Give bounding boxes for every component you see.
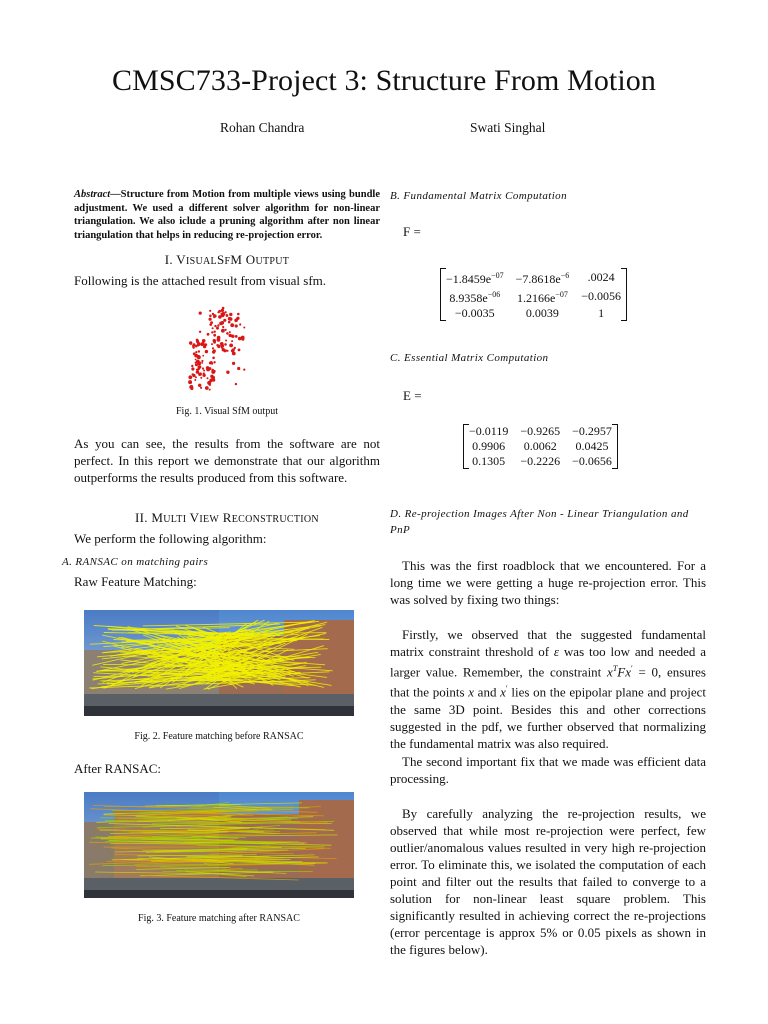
sfm-point bbox=[200, 377, 202, 379]
fig2-caption: Fig. 2. Feature matching before RANSAC bbox=[134, 731, 304, 742]
sfm-point bbox=[227, 350, 229, 352]
sfm-point bbox=[228, 321, 231, 324]
sfm-point bbox=[207, 382, 209, 384]
sfm-point bbox=[235, 324, 238, 327]
sfm-point bbox=[243, 369, 245, 371]
sfm-point bbox=[221, 344, 224, 347]
sfm-point bbox=[214, 325, 216, 327]
sfm-point bbox=[201, 342, 203, 344]
sfm-point bbox=[194, 379, 196, 381]
sfm-point bbox=[188, 375, 192, 379]
sfm-point bbox=[209, 362, 212, 365]
sfm-point bbox=[192, 345, 194, 347]
subsection-b-heading: B. Fundamental Matrix Computation bbox=[390, 190, 567, 202]
abstract-label: Abstract bbox=[74, 189, 111, 200]
essential-matrix-table bbox=[463, 424, 618, 469]
sfm-point bbox=[232, 362, 235, 365]
sfm-point bbox=[212, 327, 214, 329]
sfm-point bbox=[209, 315, 212, 318]
sfm-point bbox=[214, 340, 216, 342]
sfm-point bbox=[226, 314, 229, 317]
sfm-point bbox=[213, 349, 216, 352]
fundamental-matrix bbox=[440, 268, 627, 321]
sfm-point bbox=[198, 350, 200, 352]
sfm-point bbox=[229, 344, 233, 348]
sfm-point bbox=[228, 317, 232, 321]
author-1: Rohan Chandra bbox=[220, 120, 305, 135]
matrix-bracket-right bbox=[612, 424, 618, 469]
sfm-point bbox=[221, 329, 225, 333]
fundamental-matrix-table bbox=[440, 268, 627, 321]
sfm-point bbox=[216, 327, 219, 330]
abstract bbox=[74, 188, 380, 242]
sfm-point bbox=[235, 383, 237, 385]
sfm-point bbox=[189, 341, 192, 344]
e-row-3: 0.1305 −0.2226 −0.0656 bbox=[472, 454, 612, 468]
matrix-bracket-left bbox=[440, 268, 446, 321]
sfm-point bbox=[223, 319, 226, 322]
sfm-point-cloud-figure bbox=[170, 300, 280, 400]
sfm-point bbox=[199, 331, 201, 333]
sfm-point bbox=[209, 318, 212, 321]
f-row-2: $8.9358e^{-06}$ $1.2166e^{-07}$ −0.0056 bbox=[449, 289, 621, 305]
sfm-point bbox=[221, 309, 224, 312]
sfm-point bbox=[237, 313, 240, 316]
sfm-point bbox=[198, 384, 201, 387]
sfm-point bbox=[217, 324, 219, 326]
sfm-points bbox=[188, 307, 245, 391]
paragraph-roadblock: This was the first roadblock that we encountered. For a long time we were getting a huge re-projection error. This was solved by fixing two things: bbox=[390, 558, 706, 607]
subsection-d-heading: D. Re-projection Images After Non - Linear Triangulation and PnP bbox=[390, 508, 689, 536]
sfm-point bbox=[203, 370, 205, 372]
essential-matrix bbox=[463, 424, 618, 469]
sfm-point bbox=[201, 362, 203, 364]
sfm-point bbox=[239, 323, 241, 325]
sfm-point bbox=[202, 367, 204, 369]
sfm-point bbox=[238, 349, 241, 352]
sfm-point bbox=[218, 310, 221, 313]
sfm-point bbox=[203, 374, 205, 376]
sfm-point bbox=[202, 339, 206, 343]
sfm-point bbox=[195, 363, 198, 366]
sfm-point bbox=[195, 359, 197, 361]
sfm-point bbox=[196, 360, 200, 364]
sfm-point bbox=[209, 389, 211, 391]
sfm-point bbox=[217, 345, 220, 348]
sfm-point bbox=[213, 361, 215, 363]
e-row-1: −0.0119 −0.9265 −0.2957 bbox=[469, 424, 612, 438]
sfm-point bbox=[243, 327, 245, 329]
sfm-point bbox=[214, 331, 216, 333]
sfm-point bbox=[213, 314, 217, 318]
sfm-point bbox=[211, 370, 215, 374]
sfm-point bbox=[236, 317, 239, 320]
sfm-point bbox=[209, 310, 211, 312]
subsection-c-heading: C. Essential Matrix Computation bbox=[390, 352, 549, 364]
sfm-point bbox=[231, 340, 233, 342]
sfm-point bbox=[235, 335, 238, 338]
sfm-point bbox=[217, 338, 221, 342]
sfm-point bbox=[231, 335, 234, 338]
sfm-point bbox=[220, 313, 222, 315]
sfm-point bbox=[229, 313, 232, 316]
fig3-caption: Fig. 3. Feature matching after RANSAC bbox=[138, 913, 300, 924]
sfm-point bbox=[195, 351, 197, 353]
sfm-point bbox=[222, 307, 225, 310]
sfm-point bbox=[210, 375, 213, 378]
sfm-point bbox=[229, 331, 231, 333]
f-label: F = bbox=[403, 224, 421, 239]
sfm-point bbox=[211, 343, 213, 345]
paper-title: CMSC733-Project 3: Structure From Motion bbox=[112, 64, 656, 97]
sfm-point bbox=[209, 379, 213, 383]
sfm-point bbox=[200, 387, 202, 389]
sfm-point bbox=[196, 370, 199, 373]
f-row-3: −0.0035 0.0039 1 bbox=[454, 306, 605, 320]
sfm-point bbox=[202, 355, 204, 357]
matrix-bracket-left bbox=[463, 424, 469, 469]
sfm-point bbox=[196, 339, 199, 342]
sfm-point bbox=[226, 332, 229, 335]
sfm-point bbox=[195, 376, 197, 378]
section-1-heading: I. VISUALSFM OUTPUT bbox=[164, 252, 290, 267]
paragraph-threshold: Firstly, we observed that the suggested fundamental matrix constraint threshold of ε was too low and needed a larger value. Remember, the constraint $x^TFx' = 0$, ensures that the points x and x′ lies on the epipolar plane and project the same 3D point. Besides this and other corrections suggested in the pdf, we further observed that normalizing the fundamental matrix was also required. bbox=[390, 627, 706, 751]
sfm-point bbox=[225, 340, 227, 342]
sfm-point bbox=[205, 386, 209, 390]
sfm-point bbox=[192, 373, 194, 375]
section-2-text: We perform the following algorithm: bbox=[74, 531, 267, 546]
sfm-point bbox=[193, 352, 196, 355]
raw-matching-label: Raw Feature Matching: bbox=[74, 574, 197, 589]
matching-before-ransac-image bbox=[84, 610, 354, 716]
sfm-point bbox=[199, 312, 202, 315]
after-ransac-label: After RANSAC: bbox=[74, 761, 162, 776]
sfm-point bbox=[204, 343, 207, 346]
fig1-caption: Fig. 1. Visual SfM output bbox=[175, 406, 278, 417]
e-row-2: 0.9906 0.0062 0.0425 bbox=[472, 439, 609, 453]
f-row-1: $-1.8459e^{-07}$ $-7.8618e^{-6}$ .0024 bbox=[446, 270, 615, 286]
abstract-text: —Structure from Motion from multiple views using bundle adjustment. We used a different solver algorithm for non-linear triangulation. We also iclude a pruning algorithm after non linear triangulation that helps in reducing re-projection error. bbox=[74, 189, 380, 241]
sfm-point bbox=[213, 334, 216, 337]
sfm-point bbox=[225, 311, 227, 313]
sfm-point bbox=[205, 350, 208, 353]
sfm-point bbox=[212, 347, 214, 349]
sfm-point bbox=[207, 333, 210, 336]
sfm-point bbox=[207, 377, 209, 379]
sfm-point bbox=[201, 360, 203, 362]
sfm-point bbox=[225, 329, 227, 331]
paragraph-data-processing: The second important fix that we made was efficient data processing. bbox=[390, 754, 706, 786]
sfm-point bbox=[212, 357, 215, 360]
paragraph-outliers: By carefully analyzing the re-projection results, we observed that while most re-projection were perfect, few outlier/anomalous values resulted in very high re-projection error. To eliminate this, we isolated the computation of each point and filter out the results that failed to converge to a solution for non-linear least square problem. This significantly resulted in achieving correct the re-projections (error percentage is approx 5% or 0.05 pixels as shown in the figures below). bbox=[390, 806, 706, 957]
subsection-a-heading: A. RANSAC on matching pairs bbox=[62, 556, 209, 568]
sfm-point bbox=[241, 338, 244, 341]
sfm-point bbox=[191, 365, 193, 367]
matrix-bracket-right bbox=[621, 268, 627, 321]
results-paragraph: As you can see, the results from the software are not perfect. In this report we demonstrate that our algorithm outperforms the results produced from this software. bbox=[74, 436, 380, 485]
sfm-point bbox=[222, 326, 224, 328]
matching-after-ransac-image bbox=[84, 792, 354, 898]
sfm-point bbox=[219, 322, 223, 326]
sfm-point bbox=[230, 323, 234, 327]
section-2-heading: II. MULTI VIEW RECONSTRUCTION bbox=[135, 510, 319, 525]
sfm-point bbox=[231, 349, 234, 352]
sfm-point bbox=[211, 331, 213, 333]
sfm-point bbox=[197, 344, 200, 347]
sfm-point bbox=[224, 343, 227, 346]
sfm-point bbox=[191, 367, 194, 370]
author-2: Swati Singhal bbox=[470, 120, 546, 135]
e-label: E = bbox=[403, 388, 422, 403]
sfm-point bbox=[190, 387, 193, 390]
section-1-text: Following is the attached result from visual sfm. bbox=[74, 273, 327, 288]
sfm-point bbox=[210, 321, 213, 324]
sfm-point bbox=[197, 368, 200, 371]
sfm-point bbox=[209, 384, 211, 386]
sfm-point bbox=[188, 380, 192, 384]
sfm-point bbox=[226, 371, 229, 374]
sfm-point bbox=[206, 366, 210, 370]
sfm-point bbox=[237, 367, 240, 370]
